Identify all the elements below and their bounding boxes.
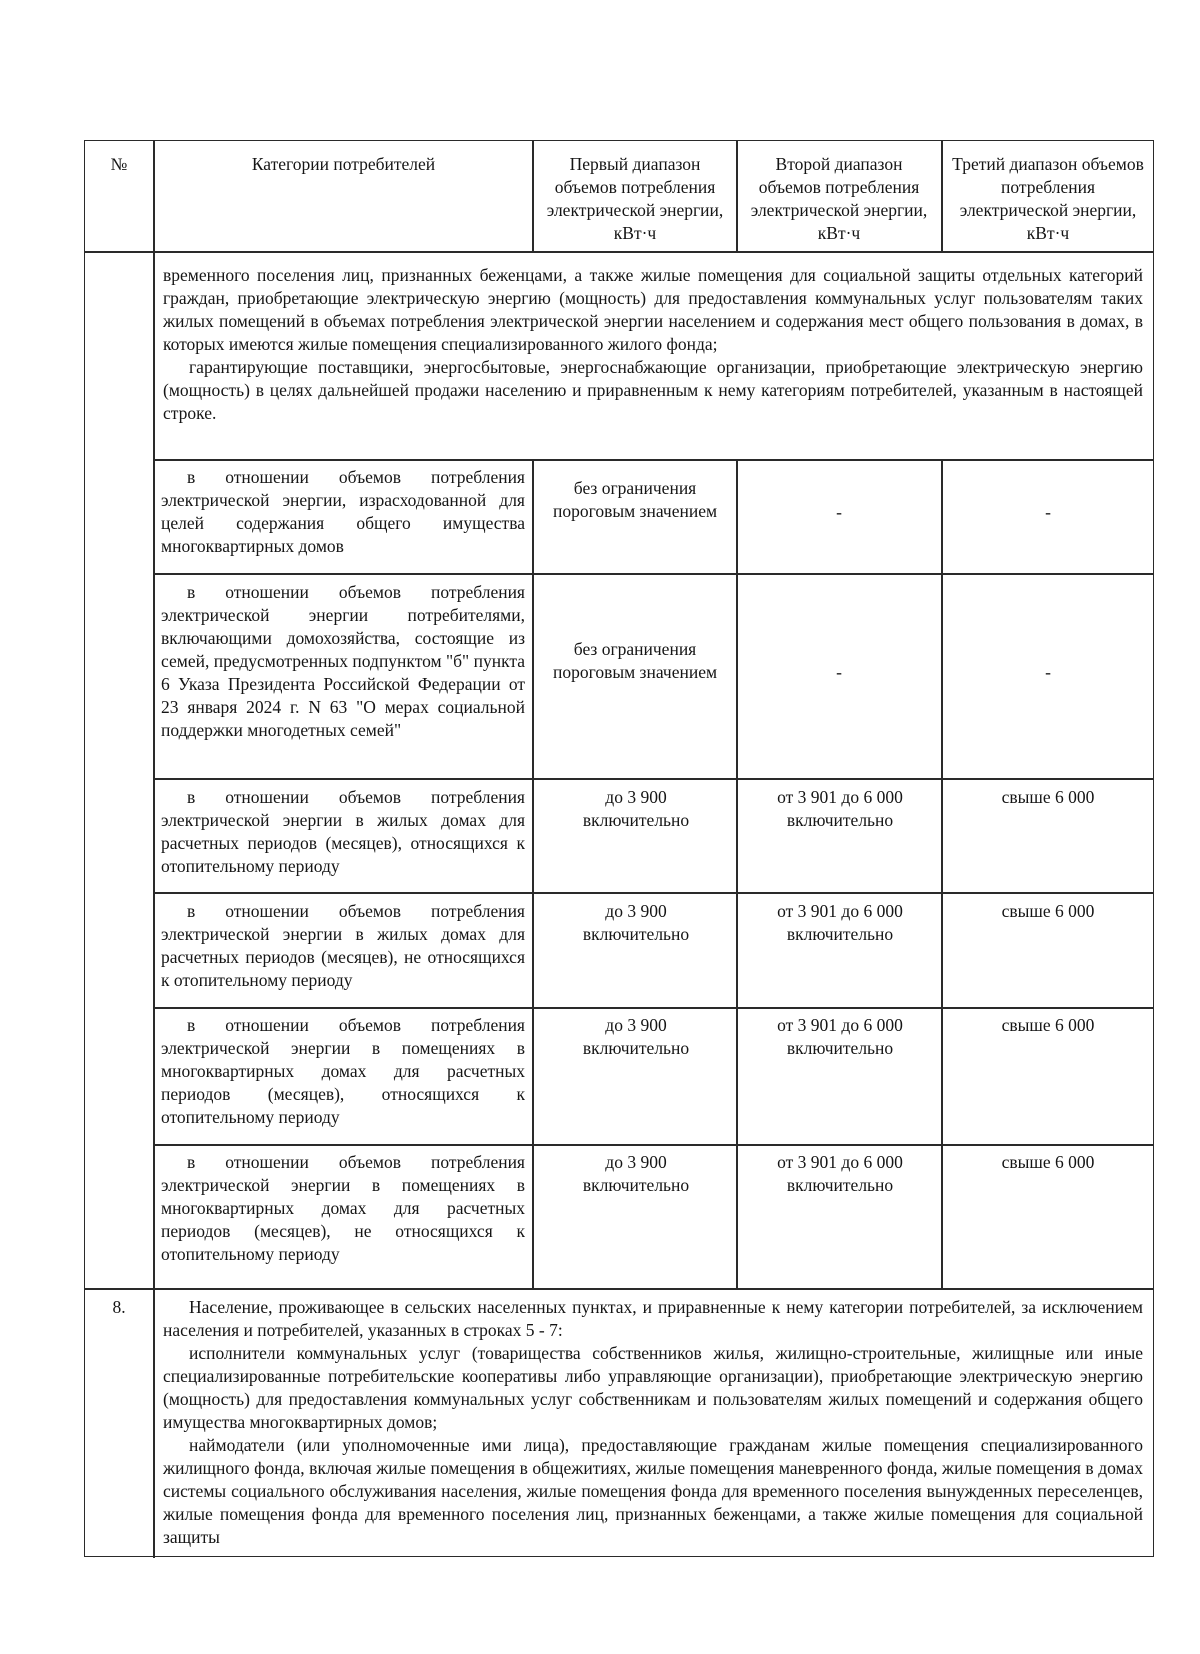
row-range2: - [836, 502, 842, 522]
col-divider-r2-top [941, 141, 943, 251]
row8-para-1: Население, проживающее в сельских населенных пунктах, и приравненные к нему категории потребителей, за исключением населения и потребителей, указанных в строках 5 - 7: [163, 1297, 1143, 1340]
row-range3: свыше 6 000 [1001, 901, 1095, 921]
row8-para-3: наймодатели (или уполномоченные ими лица), предоставляющие гражданам жилые помещения специализированного жилищного фонда, включая жилые помещения в общежитиях, жилые помещения маневренного фонда, жилые помещения в домах системы социального обслуживания населения, жилые помещения фонда для временного поселения вынужденных переселенцев, жилые помещения фонда для временного поселения лиц, признанных беженцами, а также жилые помещения для социальной защиты [163, 1435, 1143, 1547]
row-line-1 [153, 459, 1153, 461]
col-divider-r1-top [736, 141, 738, 251]
tariff-table [84, 140, 1154, 1557]
table-row [161, 466, 525, 558]
row-range3: свыше 6 000 [1001, 787, 1095, 807]
header-range2: Второй диапазон объемов потребления электрической энергии, кВт·ч [750, 154, 928, 243]
header-num: № [110, 154, 128, 174]
row-range1: до 3 900 включительно [582, 1152, 690, 1195]
row8-number: 8. [112, 1297, 126, 1317]
table-row [161, 581, 525, 742]
continuation-para-2: гарантирующие поставщики, энергосбытовые, энергоснабжающие организации, приобретающие электрическую энергию (мощность) в целях дальнейшей продажи населению и приравненным к нему категориям потребителей, указанным в настоящей строке. [163, 357, 1143, 423]
row-range2: от 3 901 до 6 000 включительно [777, 787, 903, 830]
row-range3: свыше 6 000 [1001, 1015, 1095, 1035]
header-category: Категории потребителей [251, 154, 436, 174]
row-category: в отношении объемов потребления электрической энергии в помещениях в многоквартирных домах для расчетных периодов (месяцев), относящихся к отопительному периоду [161, 1015, 525, 1127]
row-category: в отношении объемов потребления электрической энергии потребителями, включающими домохозяйства, состоящие из семей, предусмотренных подпунктом "б" пункта 6 Указа Президента Российской Федерации от 23 января 2024 г. N 63 "О мерах социальной поддержки многодетных семей" [161, 582, 525, 740]
row-category: в отношении объемов потребления электрической энергии, израсходованной для целей содержания общего имущества многоквартирных домов [161, 467, 525, 556]
row-category: в отношении объемов потребления электрической энергии в жилых домах для расчетных периодов (месяцев), относящихся к отопительному периоду [161, 787, 525, 876]
header-bottom-line [85, 251, 1153, 253]
row-line-5 [153, 1007, 1153, 1009]
row-line-2 [153, 573, 1153, 575]
row-range1: без ограничения пороговым значением [552, 639, 718, 682]
row-line-7 [85, 1288, 1153, 1290]
row-range2: от 3 901 до 6 000 включительно [777, 901, 903, 944]
table-row [161, 1151, 525, 1266]
header-range1: Первый диапазон объемов потребления электрической энергии, кВт·ч [546, 154, 724, 243]
col-divider-cat-top [532, 141, 534, 251]
row-range2: - [836, 662, 842, 682]
row-range2: от 3 901 до 6 000 включительно [777, 1015, 903, 1058]
continuation-text [163, 264, 1143, 425]
row-category: в отношении объемов потребления электрической энергии в жилых домах для расчетных периодов (месяцев), не относящихся к отопительному периоду [161, 901, 525, 990]
row-line-3 [153, 778, 1153, 780]
row-line-6 [153, 1144, 1153, 1146]
header-range3: Третий диапазон объемов потребления электрической энергии, кВт·ч [952, 154, 1144, 243]
row-range1: без ограничения пороговым значением [552, 478, 718, 521]
continuation-para-1: временного поселения лиц, признанных беженцами, а также жилые помещения для социальной защиты отдельных категорий граждан, приобретающие электрическую энергию (мощность) для предоставления коммунальных услуг пользователям таких жилых помещений в объемах потребления электрической энергии населением и содержания мест общего пользования в домах, в которых имеются жилые помещения специализированного жилого фонда; [163, 265, 1143, 354]
row-range3: - [1045, 502, 1051, 522]
col-divider-cat [532, 459, 534, 1288]
row-range1: до 3 900 включительно [582, 787, 690, 830]
table-row [161, 900, 525, 992]
row-line-4 [153, 892, 1153, 894]
col-divider-r2 [941, 459, 943, 1288]
row-category: в отношении объемов потребления электрической энергии в помещениях в многоквартирных домах для расчетных периодов (месяцев), не относящихся к отопительному периоду [161, 1152, 525, 1264]
row8-text [163, 1296, 1143, 1549]
row-range1: до 3 900 включительно [582, 901, 690, 944]
row-range3: свыше 6 000 [1001, 1152, 1095, 1172]
row-range3: - [1045, 662, 1051, 682]
col-divider-r1 [736, 459, 738, 1288]
row-range1: до 3 900 включительно [582, 1015, 690, 1058]
table-row [161, 1014, 525, 1129]
table-row [161, 786, 525, 878]
col-divider-num [153, 141, 155, 1558]
row8-para-2: исполнители коммунальных услуг (товарищества собственников жилья, жилищно-строительные, жилищные или иные специализированные потребительские кооперативы либо управляющие организации), приобретающие электрическую энергию (мощность) для предоставления коммунальных услуг собственникам и пользователям жилых помещений и содержания общего имущества многоквартирных домов; [163, 1343, 1143, 1432]
row-range2: от 3 901 до 6 000 включительно [777, 1152, 903, 1195]
